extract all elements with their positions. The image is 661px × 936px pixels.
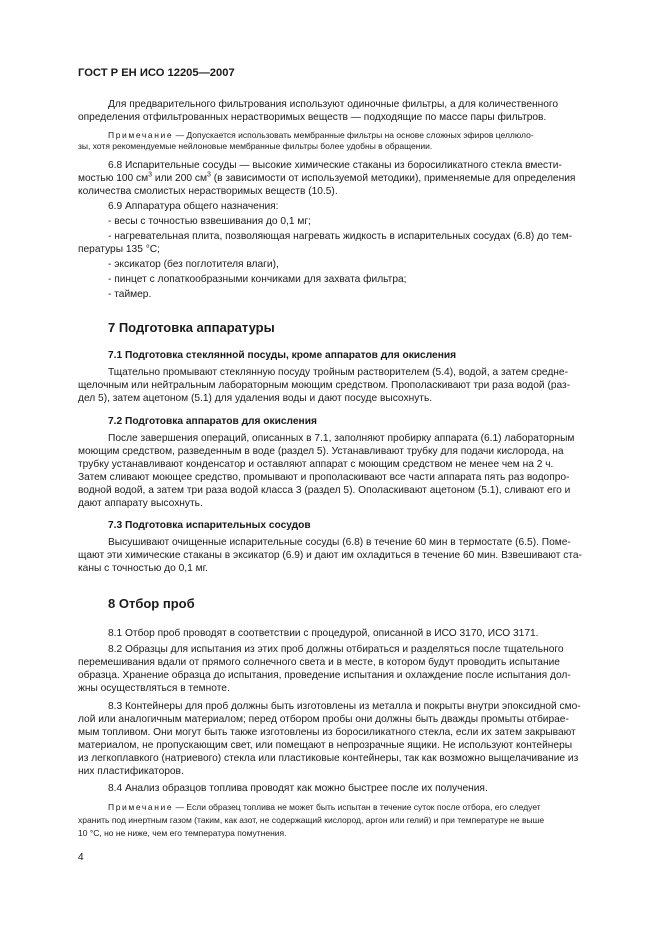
paragraph-line: 8.2 Образцы для испытания из этих проб должны отбираться и разделяться после тщательного: [108, 644, 564, 655]
paragraph-line: лой или аналогичным материалом; перед отбором пробы они должны быть дважды промыты отбирае-: [78, 714, 569, 725]
paragraph-line: мым топливом. Они могут быть также изготовлены из боросиликатного стекла, если их затем закрывают: [78, 727, 576, 738]
paragraph-line: определения отфильтрованных нерастворимых веществ — подходящие по массе пары фильтров.: [78, 112, 547, 123]
paragraph-line: [78, 172, 575, 185]
note-line: 10 °С, но не ниже, чем его температура помутнения.: [78, 828, 287, 838]
paragraph-line: образца. Хранение образца до испытания, проведение испытания и охлаждение после испытания дол-: [78, 670, 571, 681]
paragraph-line: каны с точностью до 0,1 мг.: [78, 563, 208, 574]
superscript: 3: [206, 171, 211, 179]
paragraph-line: 6.9 Аппаратура общего назначения:: [108, 201, 279, 212]
paragraph-line: из легкоплавкого (натриевого) стекла или пластиковые контейнеры, так как возможно выщелачивание из: [78, 753, 579, 764]
note-line: [108, 130, 534, 141]
paragraph-line: перемешивания вдали от прямого солнечного света и в месте, в котором будут проводить испытание: [78, 657, 560, 668]
note-label: Примечание: [108, 130, 174, 140]
section-heading: 8 Отбор проб: [108, 596, 195, 611]
document-header: ГОСТ Р ЕН ИСО 12205—2007: [78, 67, 235, 79]
paragraph-line: Затем сливают моющее средство, промывают и прополаскивают все части аппарата пять раз водопро-: [78, 472, 570, 483]
note-line: [108, 802, 541, 813]
subsection-heading: 7.1 Подготовка стеклянной посуды, кроме аппаратов для окисления: [108, 350, 457, 361]
paragraph-line: Для предварительного фильтрования используют одиночные фильтры, а для количественного: [108, 99, 559, 110]
note-line: зы, хотя рекомендуемые нейлоновые мембранные фильтры более удобны в обращении.: [78, 141, 433, 151]
list-item: - таймер.: [108, 289, 152, 300]
paragraph-line: трубку устанавливают конденсатор и оставляют аппарат с моющим средством не менее чем на 2 ч.: [78, 459, 554, 470]
list-item: - пинцет с лопаткообразными кончиками для захвата фильтра;: [108, 274, 407, 285]
section-heading: 7 Подготовка аппаратуры: [108, 320, 275, 335]
paragraph-line: количества смолистых нерастворимых веществ (10.5).: [78, 186, 338, 197]
paragraph-line: Тщательно промывают стеклянную посуду тройным растворителем (5.4), водой, а затем средне-: [108, 367, 568, 378]
paragraph-line: жны осуществляться в темноте.: [78, 683, 230, 694]
paragraph-line: После завершения операций, описанных в 7.1, заполняют пробирку аппарата (6.1) лабораторным: [108, 433, 575, 444]
paragraph-line: материалом, не пропускающим свет, или помещают в непрозрачные ящики. Не используют контейнеры: [78, 740, 573, 751]
text-run: (в зависимости от используемой методики), применяемые для определения: [210, 173, 576, 184]
paragraph-line: моющим средством, разведенным в воде (раздел 5). Устанавливают трубку для подачи кислорода, на: [78, 446, 564, 457]
list-item: - весы с точностью взвешивания до 0,1 мг;: [108, 216, 311, 227]
paragraph-line: щают эти химические стаканы в эксикатор (6.9) и дают им охладиться в течение 60 мин. Взвешивают ста-: [78, 550, 582, 561]
text-run: или 200 см: [152, 173, 207, 184]
note-text: — Допускается использовать мембранные фильтры на основе сложных эфиров целлюло-: [173, 130, 534, 140]
paragraph-line: щелочным или нейтральным лабораторным моющим средством. Прополаскивают три раза водой (раз-: [78, 380, 571, 391]
paragraph-line: них пластификаторов.: [78, 766, 184, 777]
paragraph-line: 8.3 Контейнеры для проб должны быть изготовлены из металла и покрыты внутри эпоксидной смо-: [108, 701, 581, 712]
paragraph-line: 8.4 Анализ образцов топлива проводят как можно быстрее после их получения.: [108, 783, 488, 794]
paragraph-line: 8.1 Отбор проб проводят в соответствии с процедурой, описанной в ИСО 3170, ИСО 3171.: [108, 628, 539, 639]
list-item: - нагревательная плита, позволяющая нагревать жидкость в испарительных сосудах (6.8) до тем-: [108, 231, 573, 242]
paragraph-line: Высушивают очищенные испарительные сосуды (6.8) в течение 60 мин в термостате (6.5). Поме-: [108, 537, 571, 548]
paragraph-line: 6.8 Испарительные сосуды — высокие химические стаканы из боросиликатного стекла вмести-: [108, 160, 562, 171]
paragraph-line: дел 5), затем ацетоном (5.1) для удаления воды и дают посуде высохнуть.: [78, 393, 433, 404]
note-text: — Если образец топлива не может быть испытан в течение суток после отбора, его следует: [173, 802, 541, 812]
subsection-heading: 7.2 Подготовка аппаратов для окисления: [108, 416, 317, 427]
page-number: 4: [78, 852, 84, 863]
note-label: Примечание: [108, 802, 174, 812]
list-item-continuation: пературы 135 °С;: [78, 244, 160, 255]
paragraph-line: дают аппарату высохнуть.: [78, 498, 203, 509]
list-item: - эксикатор (без поглотителя влаги),: [108, 259, 279, 270]
superscript: 3: [148, 171, 153, 179]
text-run: мостью 100 см: [78, 173, 149, 184]
paragraph-line: водной водой, а затем три раза водой класса 3 (раздел 5). Ополаскивают ацетоном (5.1), сливают его и: [78, 485, 571, 496]
note-line: хранить под инертным газом (таким, как азот, не содержащий кислород, аргон или гелий) и при температуре не выше: [78, 815, 545, 825]
subsection-heading: 7.3 Подготовка испарительных сосудов: [108, 520, 311, 531]
